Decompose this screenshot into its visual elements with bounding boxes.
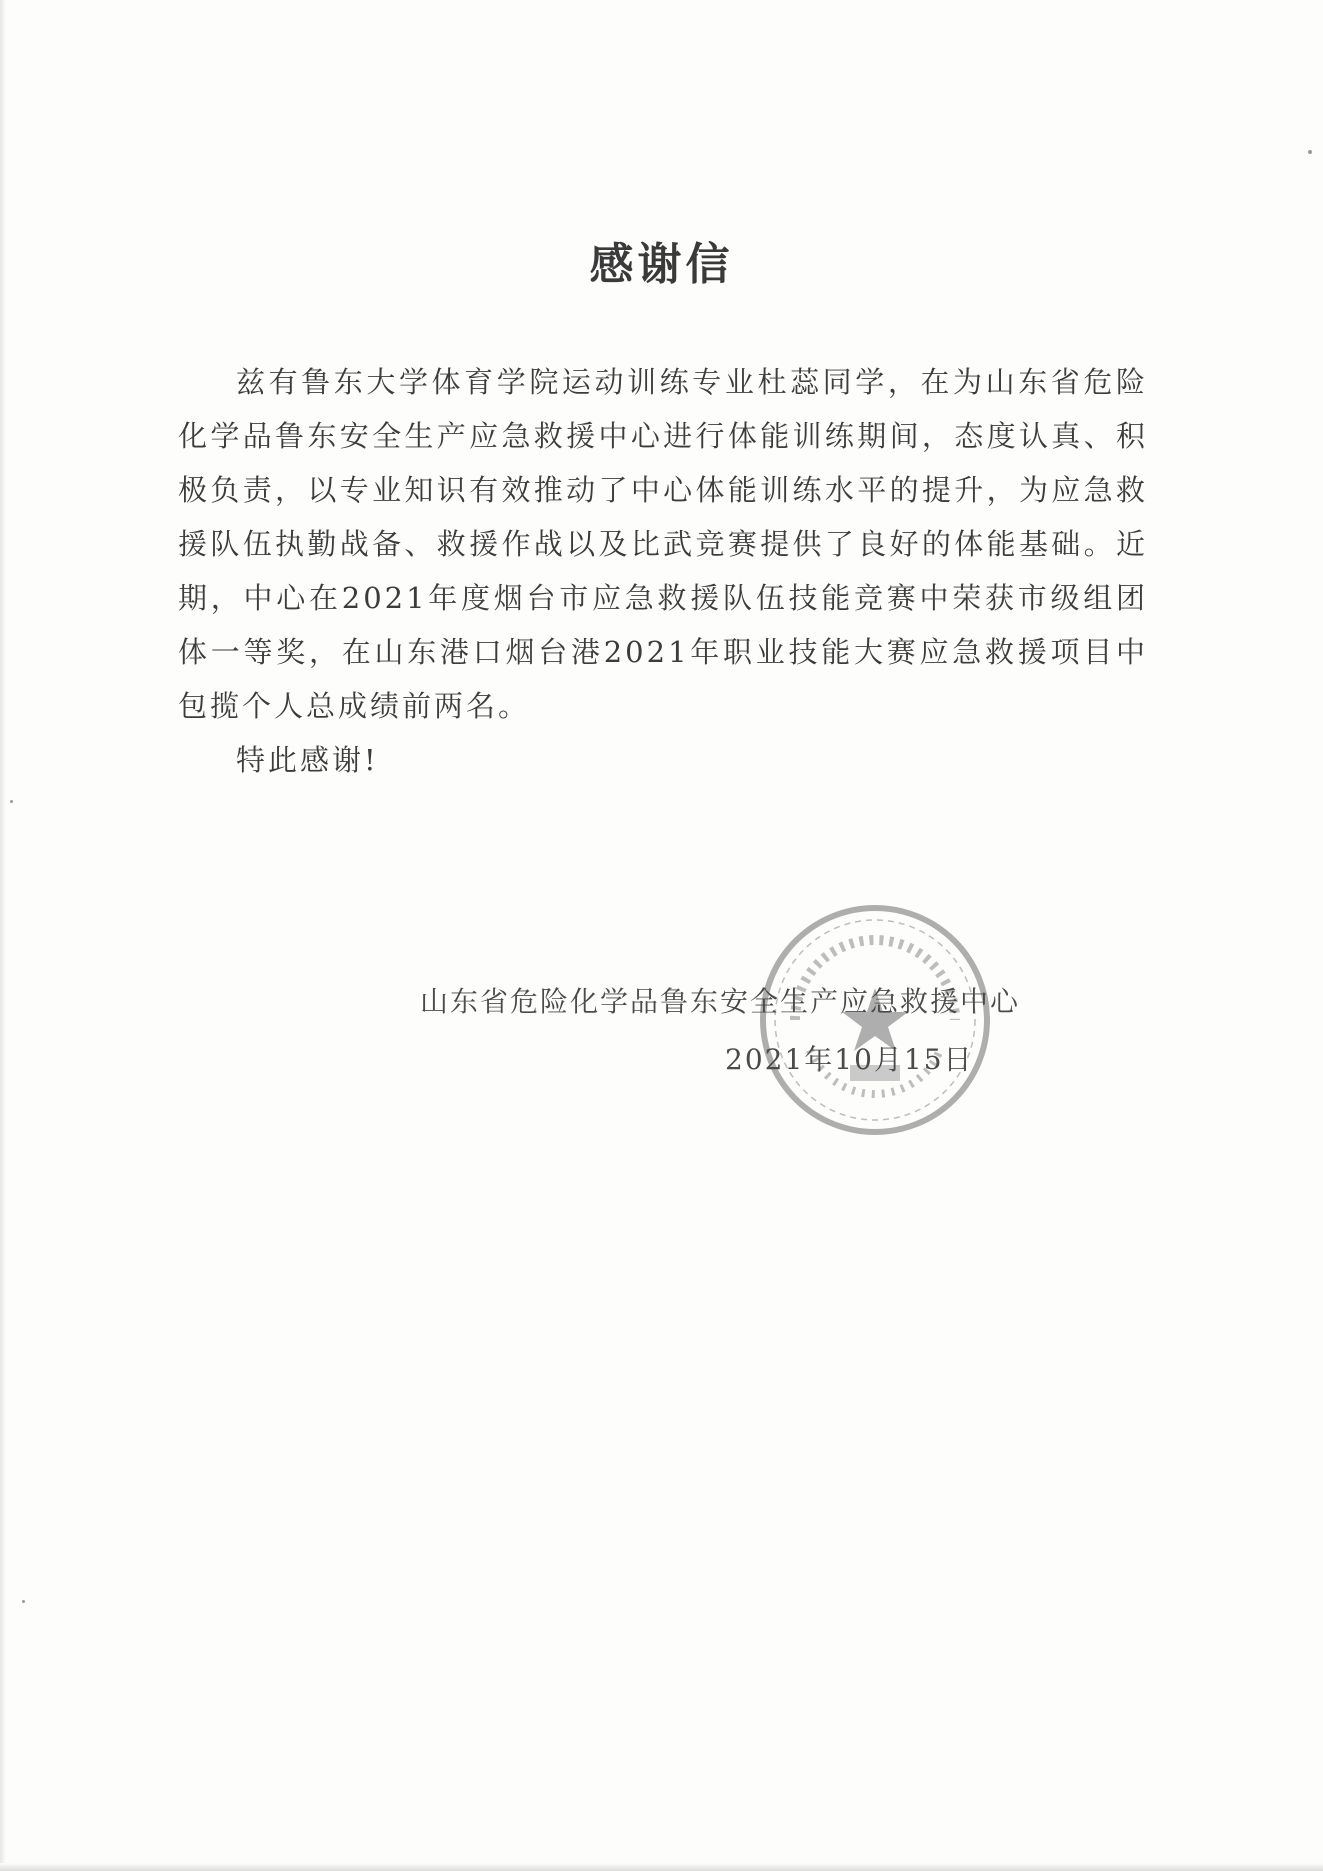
letter-closing: 特此感谢! bbox=[236, 743, 379, 777]
scan-speck bbox=[10, 800, 13, 803]
scan-speck bbox=[22, 1600, 25, 1603]
letter-signature: 山东省危险化学品鲁东安全生产应急救援中心 bbox=[420, 985, 1021, 1018]
scan-speck bbox=[1308, 150, 1312, 154]
official-seal-icon bbox=[755, 900, 995, 1140]
letter-paragraph: 兹有鲁东大学体育学院运动训练专业杜蕊同学，在为山东省危险化学品鲁东安全生产应急救援中心进行体能训练期间，态度认真、积极负责，以专业知识有效推动了中心体能训练水平的提升，为应急救援队伍执勤战备、救援作战以及比武竞赛提供了良好的体能基础。近期，中心在2021年度烟台市应急救援队伍技能竞赛中荣获市级组团体一等奖，在山东港口烟台港2021年职业技能大赛应急救援项目中包揽个人总成绩前两名。 bbox=[178, 365, 1148, 723]
letter-date: 2021年10月15日 bbox=[725, 1043, 974, 1076]
letter-title: 感谢信 bbox=[589, 239, 734, 290]
scan-edge-bottom bbox=[0, 1863, 1323, 1871]
letter-body bbox=[178, 355, 1148, 787]
